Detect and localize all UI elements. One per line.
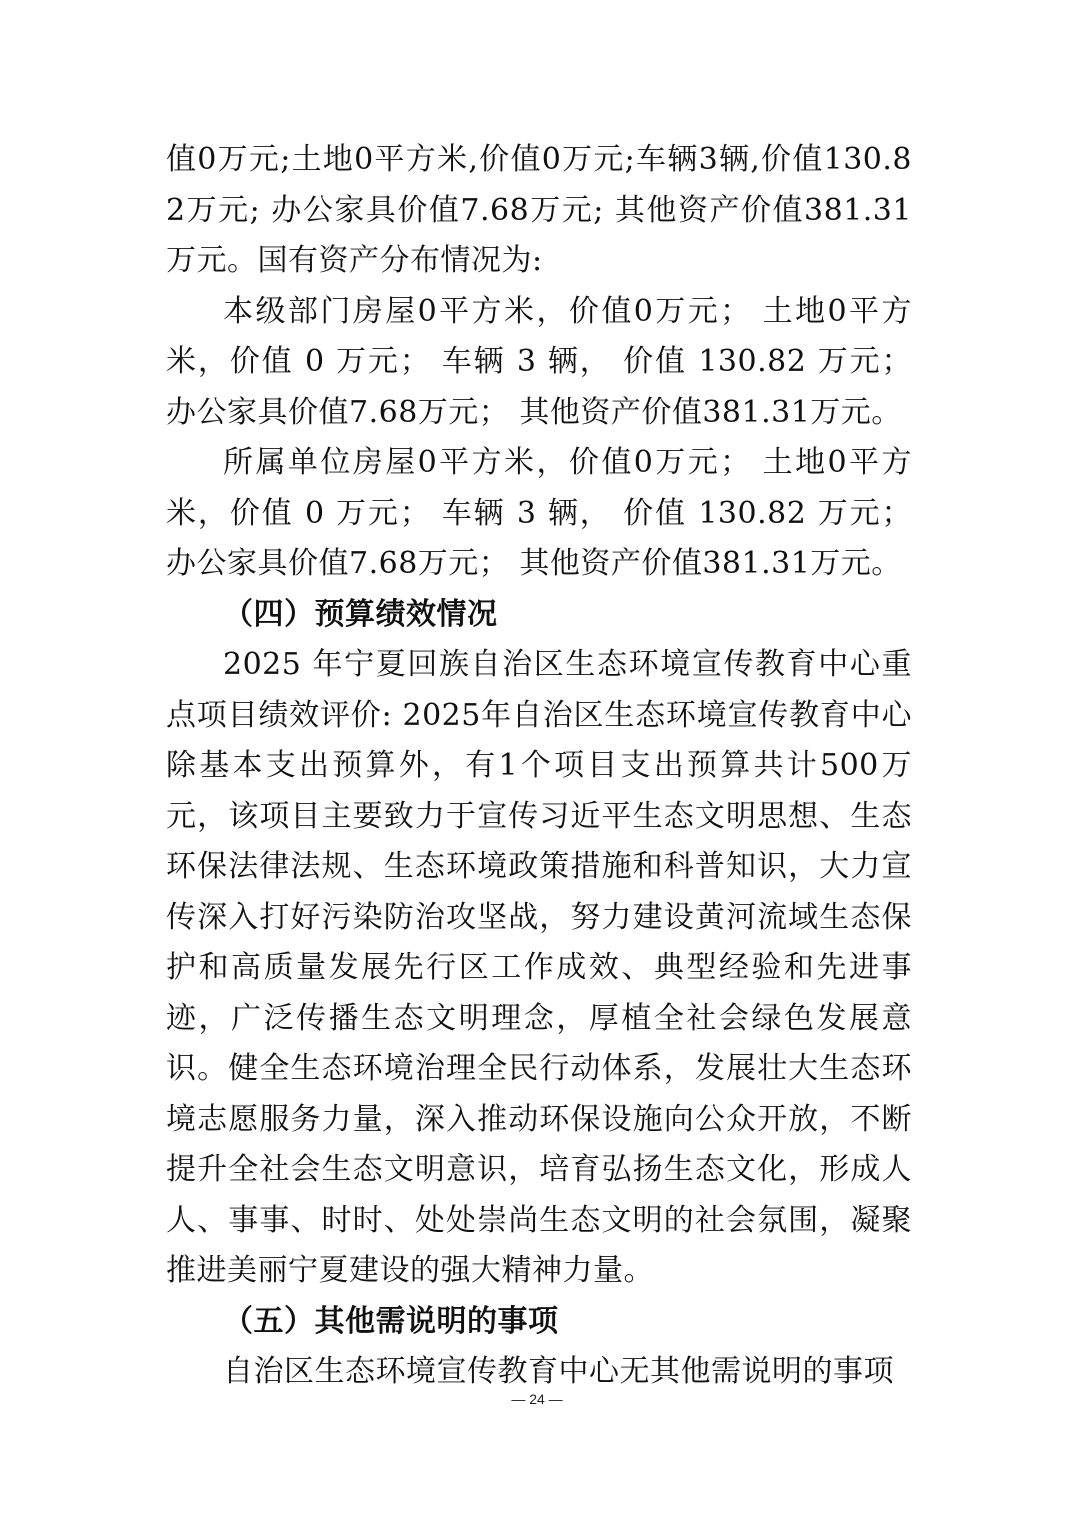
document-body bbox=[166, 135, 912, 1398]
section-heading-other-matters: （五）其他需说明的事项 bbox=[223, 1303, 559, 1339]
paragraph-subordinate-assets: 所属单位房屋0平方米，价值0万元； 土地0平方米，价值 0 万元； 车辆 3 辆， 价值 130.82 万元； 办公家具价值7.68万元； 其他资产价值381.31万元。 bbox=[166, 445, 912, 581]
paragraph-department-assets: 本级部门房屋0平方米，价值0万元； 土地0平方米，价值 0 万元； 车辆 3 辆， 价值 130.82 万元； 办公家具价值7.68万元； 其他资产价值381.31万元。 bbox=[166, 293, 912, 430]
section-heading-budget-performance: （四）预算绩效情况 bbox=[223, 596, 498, 632]
paragraph-asset-summary: 值0万元;土地0平方米,价值0万元;车辆3辆,价值130.82万元; 办公家具价值7.68万元; 其他资产价值381.31万元。国有资产分布情况为: bbox=[166, 142, 912, 278]
page-number: — 24 — bbox=[511, 1391, 563, 1407]
paragraph-other-matters: 自治区生态环境宣传教育中心无其他需说明的事项 bbox=[223, 1354, 894, 1389]
paragraph-budget-performance: 2025 年宁夏回族自治区生态环境宣传教育中心重点项目绩效评价: 2025年自治区生态环境宣传教育中心除基本支出预算外，有1个项目支出预算共计500万元，该项目主要致力于宣传习近平生态文明思想、生态环保法律法规、生态环境政策措施和科普知识，大力宣传深入打好污染防治攻坚战，努力建设黄河流域生态保护和高质量发展先行区工作成效、典型经验和先进事迹，广泛传播生态文明理念，厚植全社会绿色发展意识。健全生态环境治理全民行动体系，发展壮大生态环境志愿服务力量，深入推动环保设施向公众开放，不断提升全社会生态文明意识，培育弘扬生态文化，形成人人、事事、时时、处处崇尚生态文明的社会氛围，凝聚推进美丽宁夏建设的强大精神力量。 bbox=[166, 647, 912, 1288]
